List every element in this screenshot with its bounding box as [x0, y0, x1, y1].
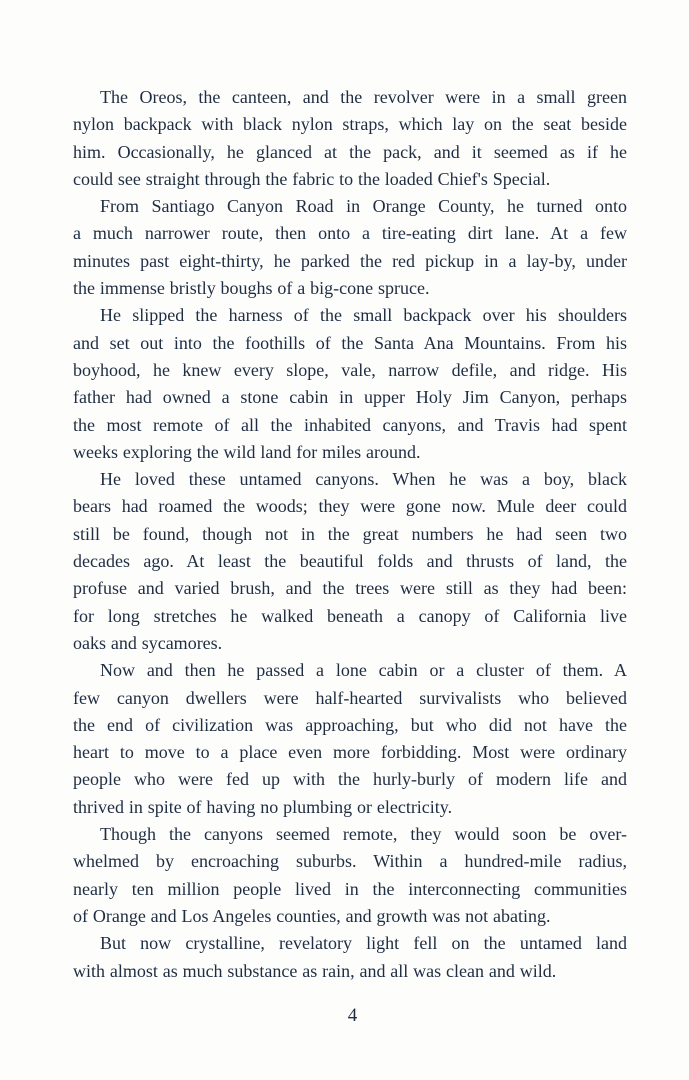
text-line: the end of civilization was approaching, but who did not have the — [73, 714, 627, 735]
text-line: people who were fed up with the hurly-burly of modern life and — [73, 769, 627, 790]
text-line: of Orange and Los Angeles counties, and growth was not abating. — [73, 905, 551, 926]
text-line: profuse and varied brush, and the trees were still as they had been: — [73, 578, 627, 599]
text-line: still be found, though not in the great numbers he had seen two — [73, 523, 627, 544]
text-line: decades ago. At least the beautiful folds and thrusts of land, the — [73, 551, 627, 572]
text-line: bears had roamed the woods; they were gone now. Mule deer could — [73, 496, 627, 517]
page-number: 4 — [347, 1005, 358, 1026]
text-line: whelmed by encroaching suburbs. Within a hundred-mile radius, — [73, 851, 627, 872]
text-line: father had owned a stone cabin in upper Holy Jim Canyon, perhaps — [73, 387, 627, 408]
text-line: From Santiago Canyon Road in Orange County, he turned onto — [100, 196, 627, 217]
text-line: few canyon dwellers were half-hearted survivalists who believed — [73, 687, 627, 708]
text-line: He loved these untamed canyons. When he was a boy, black — [100, 469, 627, 490]
text-line: the immense bristly boughs of a big-cone spruce. — [73, 278, 430, 299]
text-line: and set out into the foothills of the Santa Ana Mountains. From his — [73, 332, 627, 353]
text-line: could see straight through the fabric to the loaded Chief's Special. — [73, 168, 551, 189]
text-line: the most remote of all the inhabited canyons, and Travis had spent — [73, 414, 627, 435]
text-line: Now and then he passed a lone cabin or a cluster of them. A — [100, 660, 627, 681]
text-block — [73, 84, 627, 985]
text-line: thrived in spite of having no plumbing or electricity. — [73, 796, 453, 817]
text-line: But now crystalline, revelatory light fell on the untamed land — [100, 933, 627, 954]
text-line: minutes past eight-thirty, he parked the red pickup in a lay-by, under — [73, 250, 627, 271]
text-line: nearly ten million people lived in the interconnecting communities — [73, 878, 627, 899]
text-line: him. Occasionally, he glanced at the pack, and it seemed as if he — [73, 141, 627, 162]
text-line: oaks and sycamores. — [73, 632, 223, 653]
text-line: Though the canyons seemed remote, they would soon be over- — [100, 824, 627, 845]
text-line: a much narrower route, then onto a tire-eating dirt lane. At a few — [73, 223, 627, 244]
text-line: for long stretches he walked beneath a canopy of California live — [73, 605, 627, 626]
text-line: He slipped the harness of the small backpack over his shoulders — [100, 305, 627, 326]
text-line: nylon backpack with black nylon straps, which lay on the seat beside — [73, 114, 627, 135]
text-line: weeks exploring the wild land for miles around. — [73, 441, 421, 462]
text-line: heart to move to a place even more forbidding. Most were ordinary — [73, 742, 627, 763]
text-line: boyhood, he knew every slope, vale, narrow defile, and ridge. His — [73, 359, 627, 380]
text-line: with almost as much substance as rain, and all was clean and wild. — [73, 960, 557, 981]
text-line: The Oreos, the canteen, and the revolver were in a small green — [100, 87, 627, 107]
